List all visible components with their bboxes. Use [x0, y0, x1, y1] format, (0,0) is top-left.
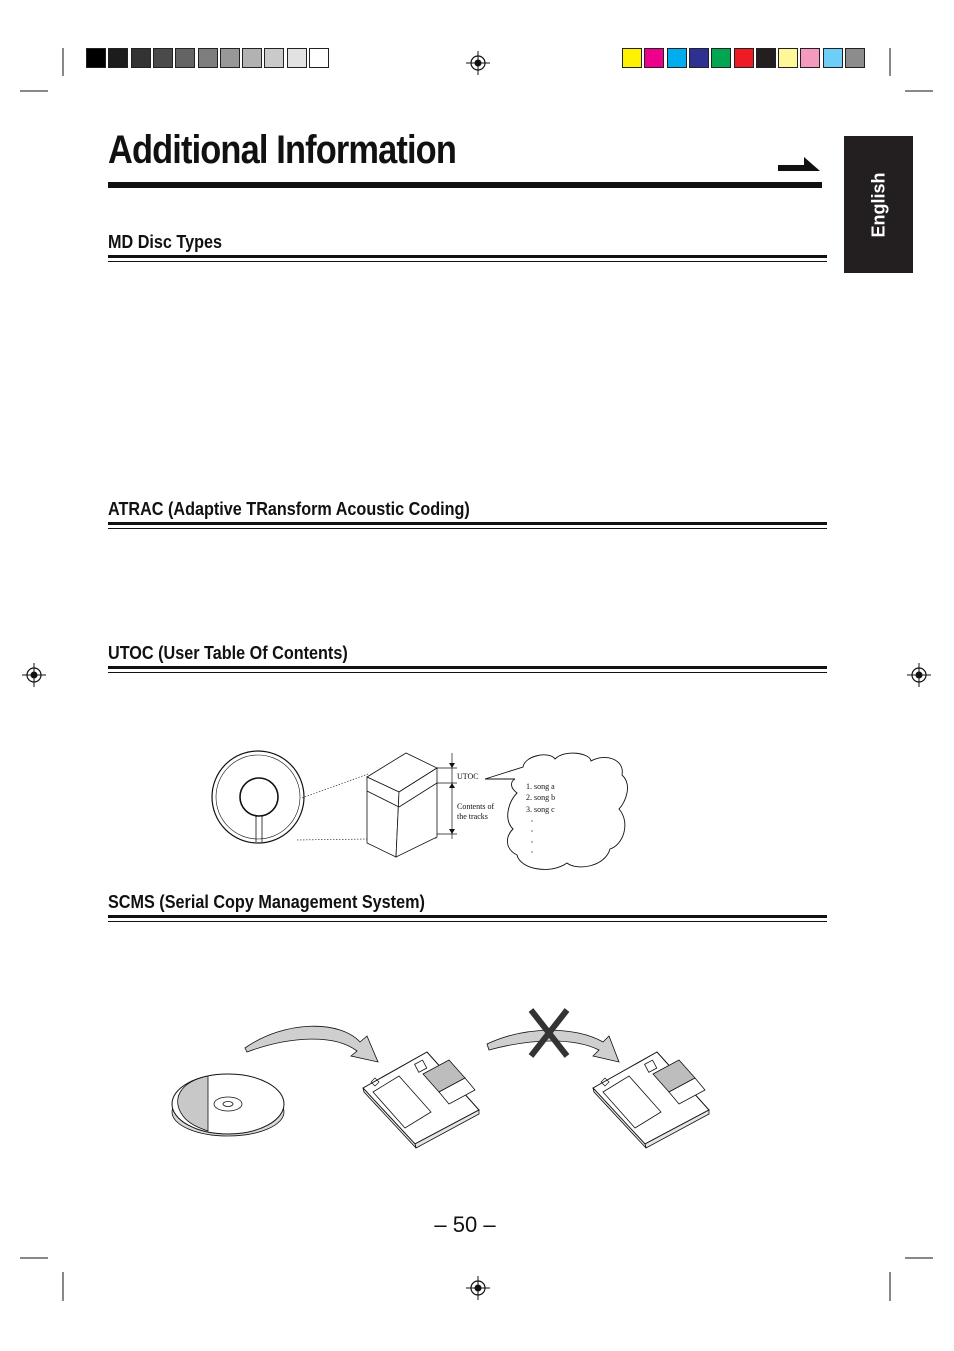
- page-title: Additional Information: [108, 128, 456, 172]
- contents-label: Contents of: [457, 802, 495, 811]
- page-number: – 50 –: [434, 1212, 496, 1237]
- crosshair-registration-icon: [22, 663, 46, 687]
- song-list-item: 3. song c: [526, 805, 555, 814]
- section-rule: [108, 528, 827, 529]
- crosshair-registration-icon: [907, 663, 931, 687]
- speech-cloud: [485, 753, 627, 869]
- copy-arrow-icon: [245, 1026, 378, 1062]
- continue-arrow-icon: [776, 155, 822, 179]
- data-block-illustration: [367, 753, 437, 857]
- section-heading-md-disc-types: MD Disc Types: [108, 232, 223, 252]
- minidisc-cartridge-icon: [593, 1052, 709, 1148]
- section-heading-scms: SCMS (Serial Copy Management System): [108, 892, 425, 912]
- section-rule: [108, 261, 827, 262]
- utoc-label: UTOC: [457, 772, 479, 781]
- title-rule: [108, 182, 822, 188]
- compact-disc-icon: [172, 1074, 284, 1136]
- minidisc-cartridge-icon: [363, 1052, 479, 1148]
- scms-diagram: [165, 1000, 725, 1150]
- language-tab-label: English: [868, 171, 888, 238]
- utoc-diagram: [205, 745, 635, 885]
- section-rule: [108, 915, 827, 918]
- song-list-item: 1. song a: [526, 782, 555, 791]
- crosshair-registration-icon: [466, 51, 490, 75]
- language-tab: [844, 136, 913, 273]
- section-heading-atrac: ATRAC (Adaptive TRansform Acoustic Coding): [108, 499, 470, 519]
- section-rule: [108, 522, 827, 525]
- section-rule: [108, 255, 827, 258]
- section-heading-utoc: UTOC (User Table Of Contents): [108, 643, 348, 663]
- contents-label: the tracks: [457, 812, 488, 821]
- section-rule: [108, 672, 827, 673]
- crosshair-registration-icon: [466, 1276, 490, 1300]
- song-list-item: 2. song b: [526, 793, 556, 802]
- minidisc-icon: [212, 751, 304, 843]
- section-rule: [108, 666, 827, 669]
- section-rule: [108, 921, 827, 922]
